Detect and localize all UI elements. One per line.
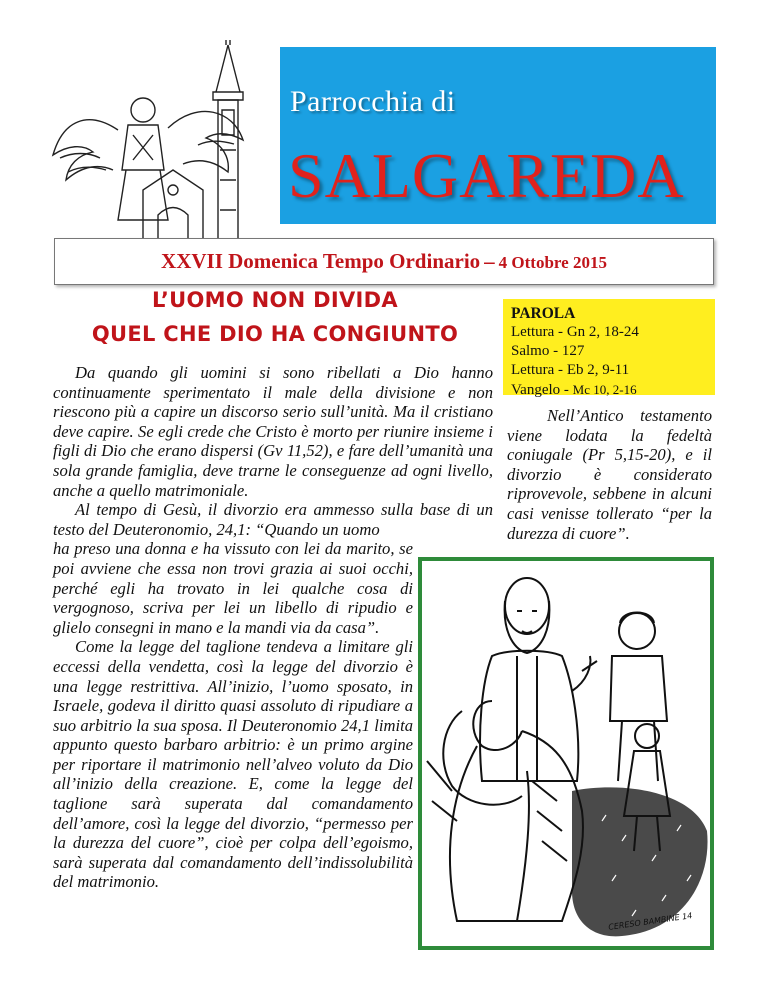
reading-item: Vangelo - Mc 10, 2-16	[511, 382, 637, 398]
readings-heading: PAROLA	[511, 305, 576, 322]
masthead-subtitle: Parrocchia di	[290, 85, 456, 118]
article-narrow-column	[53, 539, 413, 892]
masthead-title: SALGAREDA	[288, 140, 685, 211]
article-paragraph: Come la legge del taglione tendeva a limitare gli eccessi della vendetta, così la legge del divorzio è una legge restrittiva. All’inizio, l’uomo sposato, in Israele, godeva il diritto quasi assoluto di ripudiare a suo arbitrio la sua sposa. Il Deuteronomio 24,1 limita appunto questo barbaro arbitrio: è un primo argine per riportare il matrimonio nell’alveo voluto da Dio all’inizio della creazione. E, come la legge del taglione sarà superata dal comandamento dell’amore, così la legge del divorzio, “permesso per la durezza del cuore”, cioè per colpa dell’egoismo, sarà superata dal comandamento dell’indissolubilità del matrimonio.	[53, 637, 413, 892]
date-separator: –	[484, 249, 495, 273]
liturgical-date-bar	[54, 238, 714, 285]
artist-signature: CERESO BAMBINE 14	[607, 911, 693, 932]
masthead	[280, 47, 716, 224]
article-paragraph: Da quando gli uomini si sono ribellati a Dio hanno continuamente sperimentato il male della divisione e non riescono più a capire un discorso serio sull’unità. Ma il cristiano deve capire. Se egli crede che Cristo è morto per riunire insieme i figli di Dio che erano dispersi (Gv 11,52), e fare dell’umanità una sola grande famiglia, deve trarne le conseguenze ad ogni livello, anche a quello matrimoniale.	[53, 363, 493, 500]
readings-box	[503, 299, 715, 398]
side-column-text	[507, 406, 712, 543]
side-paragraph: Nell’Antico testamento viene lodata la fedeltà coniugale (Pr 5,15-20), e il divorzio è considerato riprovevole, sebbene in alcuni casi venisse tollerato “per la durezza di cuore”.	[507, 406, 712, 543]
article-title-line2: QUEL CHE DIO HA CONGIUNTO	[91, 322, 459, 346]
reading-item: Lettura - Gn 2, 18-24	[511, 324, 639, 340]
article-title-line1: L’UOMO NON DIVIDA	[152, 288, 398, 312]
parish-logo	[48, 40, 288, 240]
jesus-family-illustration	[418, 557, 714, 950]
reading-item: Salmo - 127	[511, 343, 585, 359]
issue-date: 4 Ottobre 2015	[498, 253, 607, 272]
liturgical-sunday: XXVII Domenica Tempo Ordinario	[161, 249, 481, 273]
reading-item: Lettura - Eb 2, 9-11	[511, 362, 630, 378]
article-paragraph: Al tempo di Gesù, il divorzio era ammesso sulla base di un testo del Deuteronomio, 24,1: “Quando un uomo	[53, 500, 493, 539]
article-paragraph: ha preso una donna e ha vissuto con lei da marito, se poi avviene che essa non trovi grazia ai suoi occhi, perché egli ha trovato in lei qualche cosa di vergognoso, scriva per lei un libello di ripudio e glielo consegni in mano e la mandi via da casa”.	[53, 539, 413, 637]
